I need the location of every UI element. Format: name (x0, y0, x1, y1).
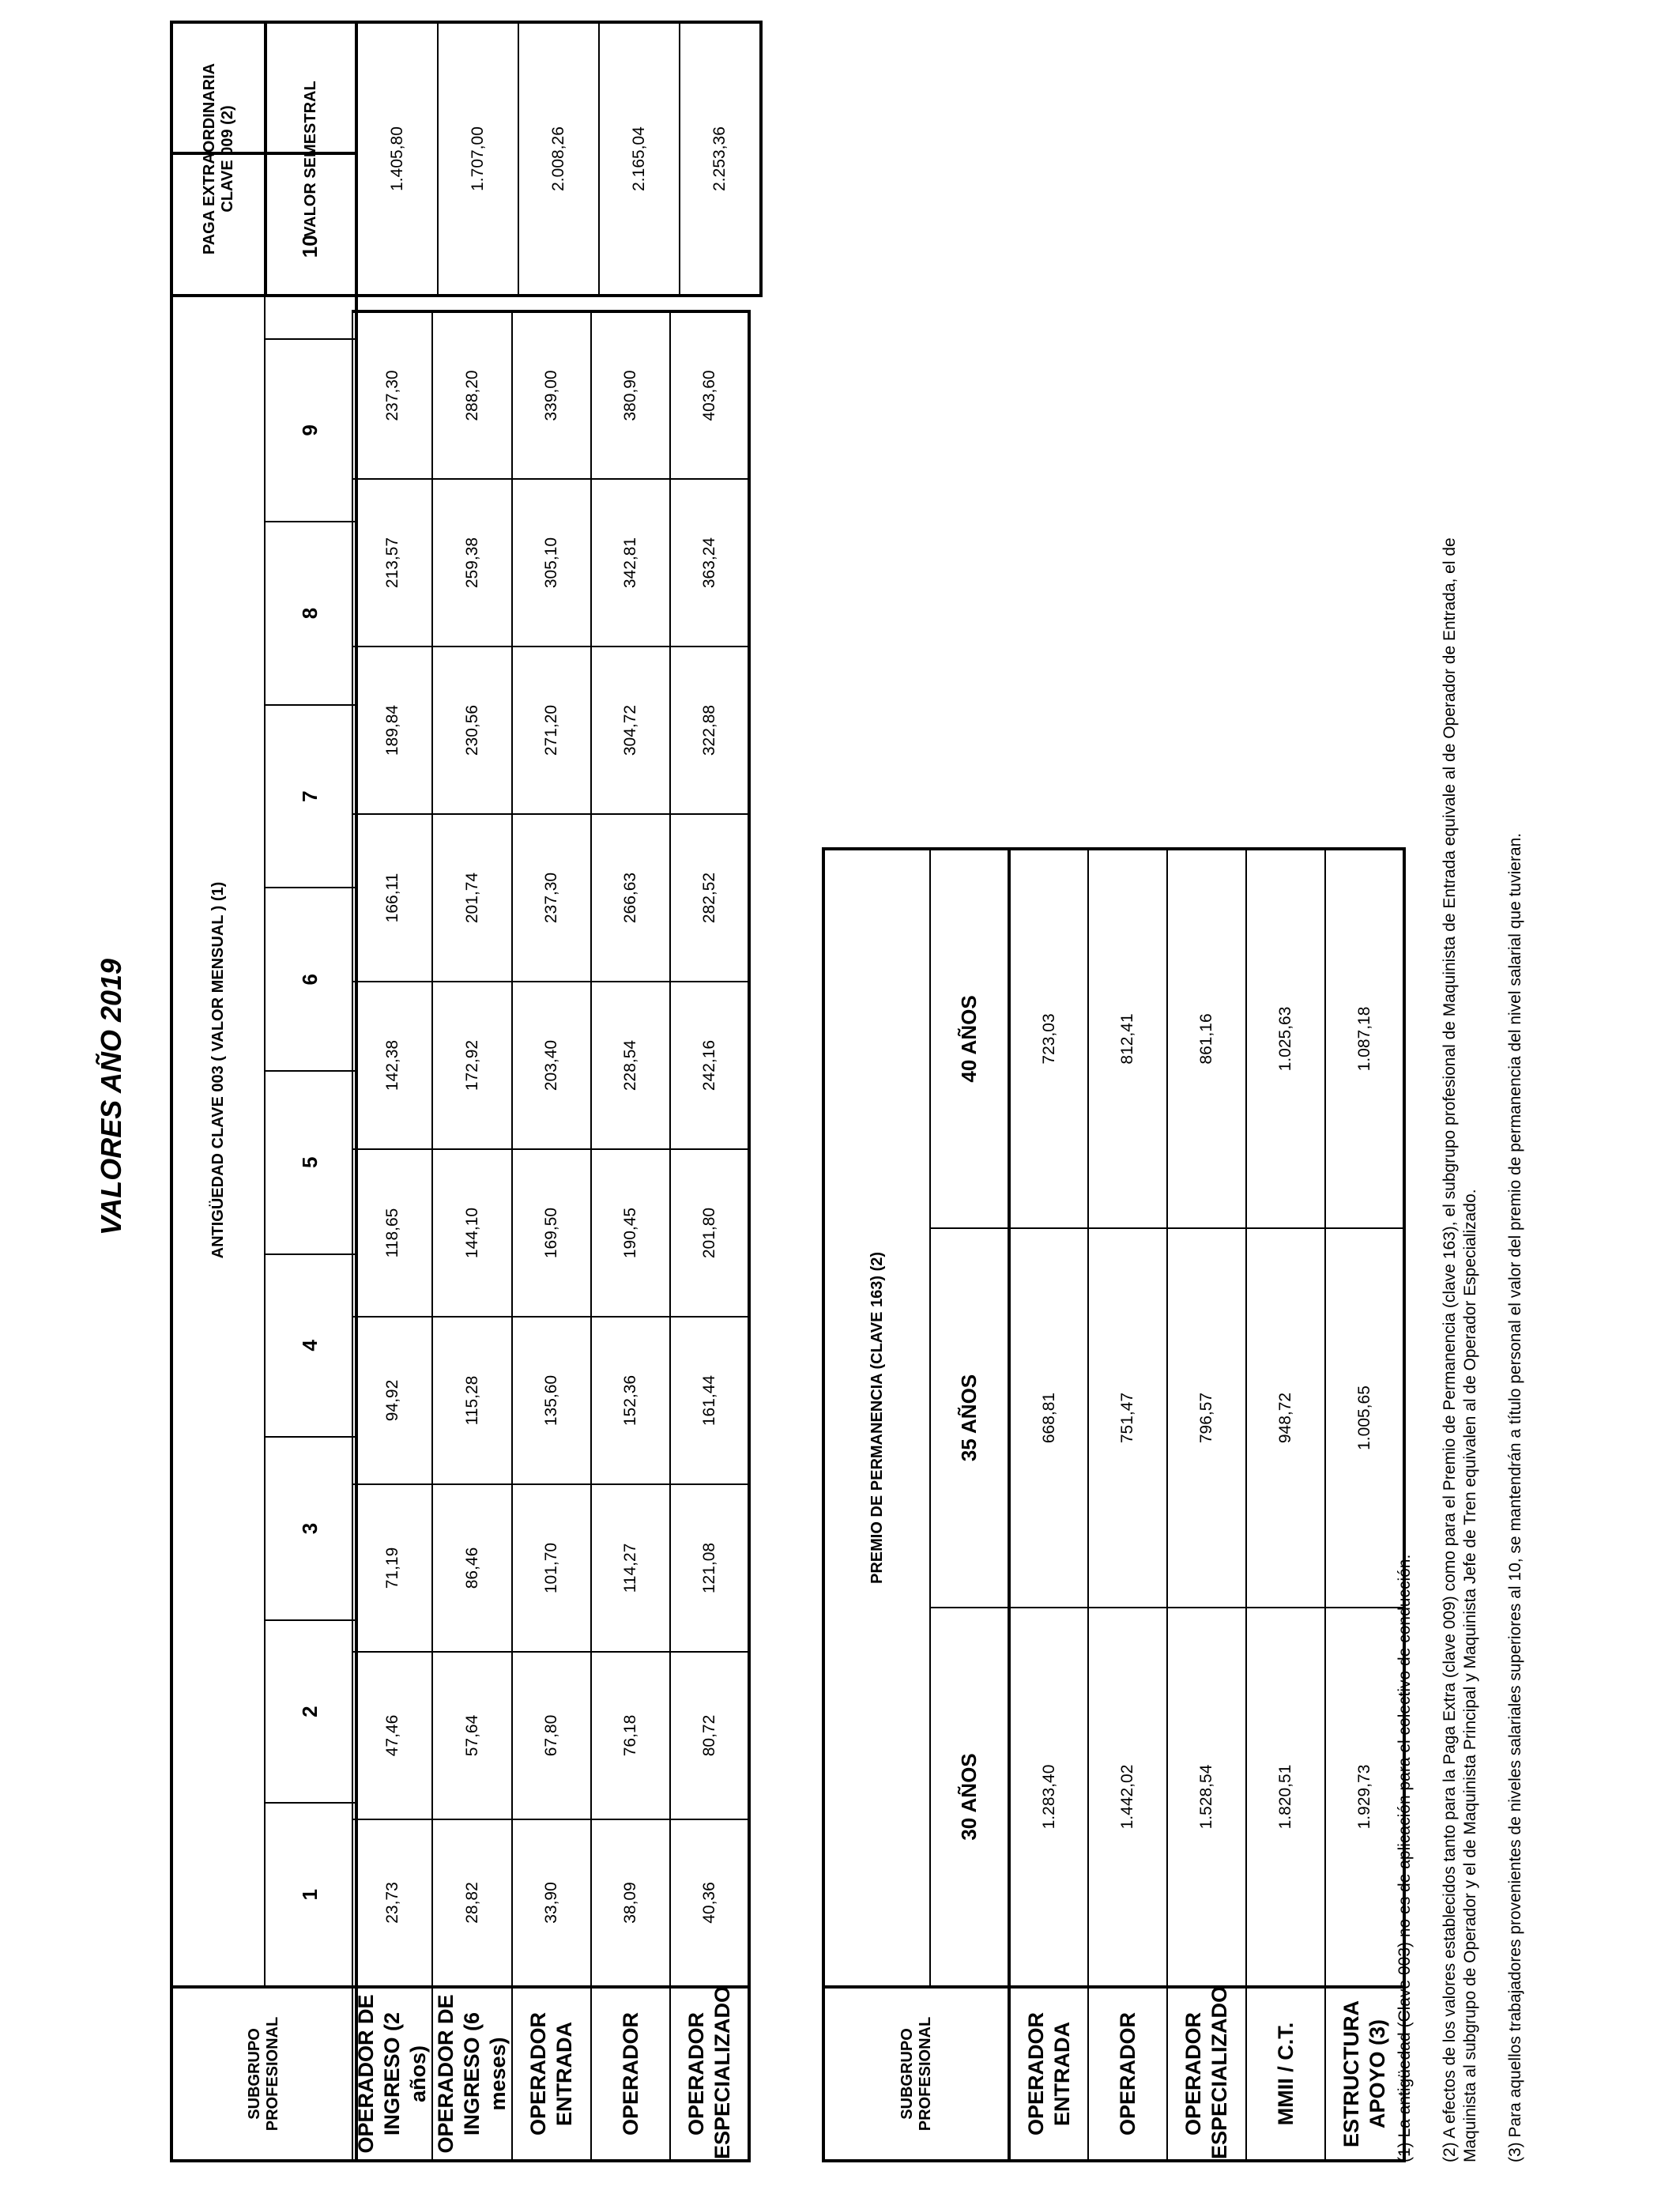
antiguedad-cell: 67,80 (512, 1652, 591, 1819)
subgroup-header: SUBGRUPO PROFESIONAL (246, 2016, 281, 2132)
paga-extra-cell: 1.707,00 (439, 24, 519, 294)
antiguedad-cell: 242,16 (670, 982, 749, 1149)
antiguedad-cell: 213,57 (352, 479, 432, 647)
antiguedad-cell: 94,92 (352, 1317, 432, 1484)
antiguedad-cell: 38,09 (591, 1819, 670, 1987)
antiguedad-cell: 142,38 (352, 982, 432, 1149)
level-header-5: 5 (266, 1070, 355, 1253)
antiguedad-cell: 71,19 (352, 1484, 432, 1652)
row-label: OPERADOR ESPECIALIZADO (670, 1987, 749, 2161)
antiguedad-row (512, 311, 591, 2161)
paga-extra-cell: 2.008,26 (519, 24, 600, 294)
footnote-3: (3) Para aquellos trabajadores provenientes de niveles salariales superiores al 10, se mantendrán a título personal el valor del premio de permanencia del nivel salarial que tuvieran. (1506, 832, 1524, 2162)
antiguedad-cell: 266,63 (591, 814, 670, 982)
antiguedad-cell: 237,30 (352, 311, 432, 479)
level-header-4: 4 (266, 1253, 355, 1437)
antiguedad-cell: 40,36 (670, 1819, 749, 1987)
antiguedad-cell: 201,80 (670, 1149, 749, 1317)
antiguedad-cell: 403,60 (670, 311, 749, 479)
valor-semestral-header: VALOR SEMESTRAL (267, 24, 358, 294)
footnote-2b: Maquinista al subgrupo de Operador y el de Maquinista Principal y Maquinista Jefe de Tren equivalen al de Operador Especializado. (1461, 1189, 1479, 2162)
row-label: OPERADOR (591, 1987, 670, 2161)
antiguedad-row (352, 311, 432, 2161)
page-title: VALORES AÑO 2019 (95, 958, 127, 1236)
row-label: ESTRUCTURA APOYO (3) (1325, 1987, 1404, 2161)
antiguedad-cell: 288,20 (432, 311, 512, 479)
antiguedad-cell: 322,88 (670, 647, 749, 814)
permanencia-row (1009, 849, 1088, 2161)
antiguedad-row (432, 311, 512, 2161)
permanencia-row (1246, 849, 1325, 2161)
permanencia-cell: 1.528,54 (1167, 1608, 1246, 1987)
permanencia-group-header: PREMIO DE PERMANENCIA (CLAVE 163) (2) (868, 1251, 886, 1585)
antiguedad-cell: 76,18 (591, 1652, 670, 1819)
permanencia-cell: 1.025,63 (1246, 849, 1325, 1228)
permanencia-row (1167, 849, 1246, 2161)
antiguedad-cell: 305,10 (512, 479, 591, 647)
paga-extra-cell: 1.405,80 (358, 24, 439, 294)
row-label: OPERADOR DE INGRESO (2 años) (352, 1987, 432, 2161)
years-header-2: 35 AÑOS (930, 1228, 1009, 1608)
permanencia-cell: 1.005,65 (1325, 1228, 1404, 1608)
permanencia-cell: 1.087,18 (1325, 849, 1404, 1228)
footnote-1: (1) La antigüedad (Clave 003) no es de aplicación para el colectivo de conducción. (1396, 1554, 1414, 2162)
antiguedad-cell: 228,54 (591, 982, 670, 1149)
antiguedad-cell: 339,00 (512, 311, 591, 479)
permanencia-cell: 751,47 (1088, 1228, 1167, 1608)
permanencia-row (1088, 849, 1167, 2161)
antiguedad-cell: 166,11 (352, 814, 432, 982)
level-header-7: 7 (266, 704, 355, 888)
level-header-3: 3 (266, 1436, 355, 1619)
antiguedad-cell: 114,27 (591, 1484, 670, 1652)
antiguedad-row (591, 311, 670, 2161)
level-header-6: 6 (266, 887, 355, 1070)
antiguedad-cell: 169,50 (512, 1149, 591, 1317)
antiguedad-row (670, 311, 749, 2161)
antiguedad-cell: 115,28 (432, 1317, 512, 1484)
antiguedad-cell: 342,81 (591, 479, 670, 647)
antiguedad-cell: 33,90 (512, 1819, 591, 1987)
antiguedad-cell: 144,10 (432, 1149, 512, 1317)
permanencia-cell: 796,57 (1167, 1228, 1246, 1608)
subgroup-header-2: SUBGRUPO PROFESIONAL (898, 2016, 934, 2132)
permanencia-cell: 861,16 (1167, 849, 1246, 1228)
years-header-3: 40 AÑOS (930, 849, 1009, 1228)
permanencia-cell: 1.820,51 (1246, 1608, 1325, 1987)
antiguedad-cell: 23,73 (352, 1819, 432, 1987)
paga-extra-header: PAGA EXTRAORDINARIA CLAVE 009 (2) (200, 62, 236, 255)
antiguedad-cell: 101,70 (512, 1484, 591, 1652)
antiguedad-cell: 57,64 (432, 1652, 512, 1819)
permanencia-cell: 812,41 (1088, 849, 1167, 1228)
antiguedad-group-header: ANTIGÜEDAD CLAVE 003 ( VALOR MENSUAL ) (1) (209, 881, 227, 1259)
antiguedad-cell: 152,36 (591, 1317, 670, 1484)
antiguedad-cell: 47,46 (352, 1652, 432, 1819)
permanencia-cell: 948,72 (1246, 1228, 1325, 1608)
antiguedad-cell: 304,72 (591, 647, 670, 814)
antiguedad-cell: 190,45 (591, 1149, 670, 1317)
permanencia-cell: 1.283,40 (1009, 1608, 1088, 1987)
years-header-1: 30 AÑOS (930, 1608, 1009, 1987)
permanencia-cell: 668,81 (1009, 1228, 1088, 1608)
antiguedad-rows (352, 310, 751, 2162)
level-header-10: 10 (298, 235, 322, 258)
paga-extra-block (170, 21, 763, 297)
level-header-1: 1 (266, 1802, 355, 1985)
antiguedad-cell: 172,92 (432, 982, 512, 1149)
antiguedad-cell: 121,08 (670, 1484, 749, 1652)
antiguedad-cell: 230,56 (432, 647, 512, 814)
antiguedad-cell: 161,44 (670, 1317, 749, 1484)
antiguedad-cell: 86,46 (432, 1484, 512, 1652)
row-label: OPERADOR ENTRADA (512, 1987, 591, 2161)
paga-extra-cell: 2.253,36 (710, 126, 729, 191)
antiguedad-cell: 363,24 (670, 479, 749, 647)
permanencia-cell: 1.929,73 (1325, 1608, 1404, 1987)
permanencia-row (1325, 849, 1404, 2161)
level-header-2: 2 (266, 1619, 355, 1803)
row-label: OPERADOR ESPECIALIZADO (1167, 1987, 1246, 2161)
antiguedad-cell: 282,52 (670, 814, 749, 982)
antiguedad-cell: 201,74 (432, 814, 512, 982)
level-header-9: 9 (266, 338, 355, 522)
antiguedad-cell: 118,65 (352, 1149, 432, 1317)
row-label: OPERADOR DE INGRESO (6 meses) (432, 1987, 512, 2161)
antiguedad-cell: 135,60 (512, 1317, 591, 1484)
antiguedad-table (170, 152, 358, 2162)
level-header-row (266, 155, 355, 1985)
footnote-2a: (2) A efectos de los valores establecidos tanto para la Paga Extra (clave 009) como para el Premio de Permanencia (clave 163), el subgrupo profesional de Maquinista de Entrada equivale al de Operador de Entrada, el de (1441, 537, 1459, 2162)
antiguedad-cell: 271,20 (512, 647, 591, 814)
permanencia-table (822, 847, 1406, 2162)
antiguedad-cell: 237,30 (512, 814, 591, 982)
antiguedad-cell: 80,72 (670, 1652, 749, 1819)
row-label: OPERADOR ENTRADA (1009, 1987, 1088, 2161)
row-label: OPERADOR (1088, 1987, 1167, 2161)
antiguedad-cell: 203,40 (512, 982, 591, 1149)
permanencia-cell: 1.442,02 (1088, 1608, 1167, 1987)
antiguedad-cell: 189,84 (352, 647, 432, 814)
permanencia-cell: 723,03 (1009, 849, 1088, 1228)
antiguedad-cell: 380,90 (591, 311, 670, 479)
level-header-8: 8 (266, 521, 355, 704)
antiguedad-cell: 28,82 (432, 1819, 512, 1987)
row-label: MMII / C.T. (1246, 1987, 1325, 2161)
antiguedad-cell: 259,38 (432, 479, 512, 647)
paga-extra-cell: 2.165,04 (600, 24, 680, 294)
